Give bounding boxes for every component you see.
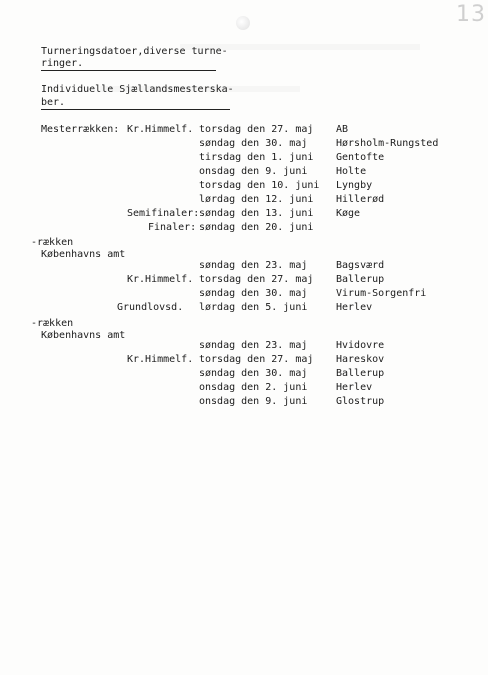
section-name: -rækken: [31, 318, 74, 329]
heading-line-1: Turneringsdatoer,diverse turne-: [41, 46, 228, 57]
row-club: Hørsholm-Rungsted: [336, 138, 439, 149]
row-place: Kr.Himmelf.: [127, 354, 194, 365]
row-place: Semifinaler:: [127, 208, 200, 219]
subheading-line-2: ber.: [41, 97, 66, 108]
heading-underline: [41, 70, 216, 71]
row-date: lørdag den 12. juni: [199, 194, 314, 205]
row-date: søndag den 23. maj: [199, 260, 308, 271]
page-number: 13: [456, 2, 486, 27]
row-date: søndag den 30. maj: [199, 288, 308, 299]
row-club: Lyngby: [336, 180, 373, 191]
row-date: lørdag den 5. juni: [199, 302, 308, 313]
row-club: Glostrup: [336, 396, 385, 407]
punch-hole-mark: [236, 16, 250, 30]
row-place: Kr.Himmelf.: [127, 274, 194, 285]
section-name: -rækken: [31, 237, 74, 248]
row-date: onsdag den 2. juni: [199, 382, 308, 393]
row-club: Hillerød: [336, 194, 385, 205]
subheading-underline: [41, 109, 230, 110]
section-name: Mesterrækken:: [41, 124, 120, 135]
row-date: søndag den 23. maj: [199, 340, 308, 351]
row-place: Kr.Himmelf.: [127, 124, 194, 135]
row-date: søndag den 13. juni: [199, 208, 314, 219]
row-club: Herlev: [336, 382, 373, 393]
section-subtitle: Københavns amt: [41, 330, 126, 341]
heading-line-2: ringer.: [41, 58, 84, 69]
row-club: Ballerup: [336, 368, 385, 379]
row-club: Gentofte: [336, 152, 385, 163]
row-club: Hvidovre: [336, 340, 385, 351]
row-club: Holte: [336, 166, 367, 177]
row-date: søndag den 30. maj: [199, 138, 308, 149]
row-club: Hareskov: [336, 354, 385, 365]
section-subtitle: Københavns amt: [41, 249, 126, 260]
row-date: søndag den 20. juni: [199, 222, 314, 233]
row-place: Grundlovsd.: [117, 302, 184, 313]
row-place: Finaler:: [148, 222, 197, 233]
row-date: torsdag den 27. maj: [199, 124, 314, 135]
row-club: Køge: [336, 208, 361, 219]
row-date: torsdag den 27. maj: [199, 274, 314, 285]
row-date: tirsdag den 1. juni: [199, 152, 314, 163]
row-date: onsdag den 9. juni: [199, 166, 308, 177]
row-date: torsdag den 10. juni: [199, 180, 320, 191]
row-club: AB: [336, 124, 349, 135]
row-club: Virum-Sorgenfri: [336, 288, 427, 299]
row-date: torsdag den 27. maj: [199, 354, 314, 365]
row-club: Bagsværd: [336, 260, 385, 271]
subheading-line-1: Individuelle Sjællandsmesterska-: [41, 84, 234, 95]
row-date: søndag den 30. maj: [199, 368, 308, 379]
row-club: Ballerup: [336, 274, 385, 285]
row-club: Herlev: [336, 302, 373, 313]
row-date: onsdag den 9. juni: [199, 396, 308, 407]
